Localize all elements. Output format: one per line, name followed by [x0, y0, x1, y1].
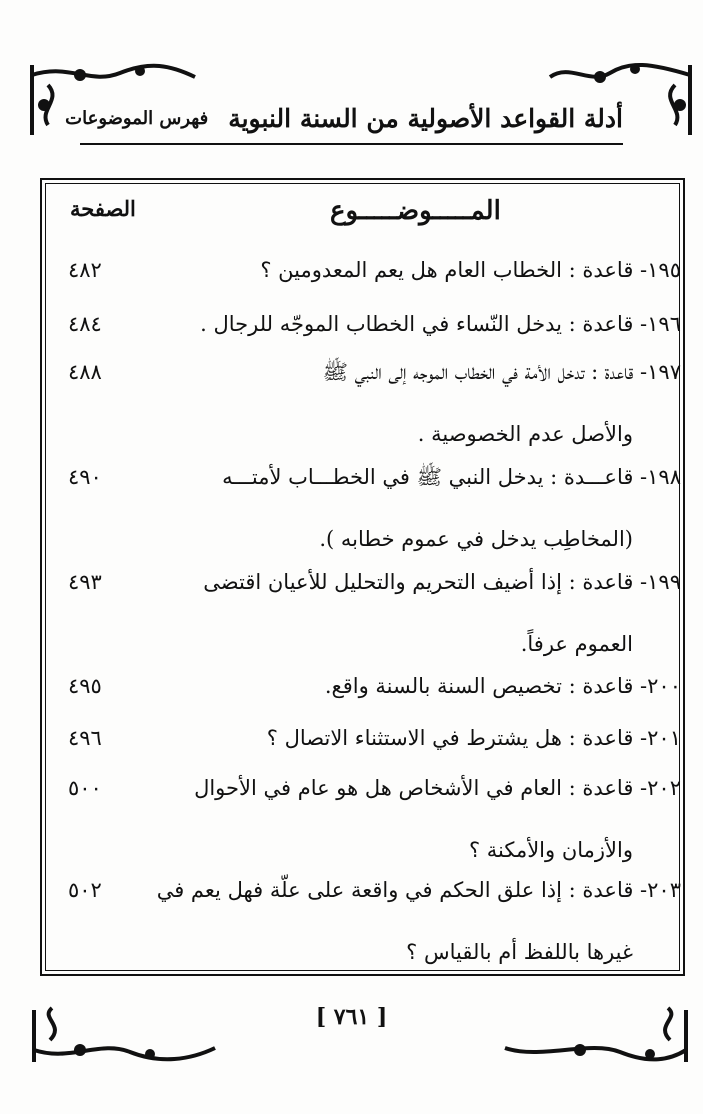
- entry-text: ٢٠٢- قاعدة : العام في الأشخاص هل هو عام في الأحوال: [194, 776, 681, 800]
- entry-continuation: والأزمان والأمكنة ؟: [468, 838, 633, 862]
- entry-page: ٥٠٠: [68, 776, 102, 800]
- index-entry: [60, 302, 681, 346]
- index-entry: [60, 664, 681, 708]
- header-rule: [80, 143, 623, 145]
- section-title: فهرس الموضوعات: [65, 107, 209, 129]
- entry-text: ١٩٧- قاعدة : تدخل الأمة في الخطاب الموجه إلى النبي ﷺ: [322, 360, 681, 384]
- page-number: [ ٧٦١ ]: [315, 1004, 388, 1030]
- entry-continuation: (المخاطِب يدخل في عموم خطابه ).: [319, 527, 633, 551]
- entry-page: ٤٩٦: [68, 726, 102, 750]
- running-header: [65, 92, 623, 144]
- index-entry: [60, 350, 681, 456]
- index-entry: [60, 868, 681, 974]
- entry-text: ١٩٥- قاعدة : الخطاب العام هل يعم المعدومين ؟: [260, 258, 681, 282]
- column-header-subject: المـــــوضـــــوع: [330, 196, 501, 226]
- column-header-page: الصفحة: [70, 196, 136, 221]
- entry-page: ٤٩٣: [68, 570, 102, 594]
- entry-text: ١٩٦- قاعدة : يدخل النّساء في الخطاب الموجّه للرجال .: [200, 312, 681, 336]
- ornament-bottom-right-icon: [500, 1000, 700, 1070]
- entry-text: ١٩٩- قاعدة : إذا أضيف التحريم والتحليل للأعيان اقتضى: [203, 570, 681, 594]
- index-entry: [60, 716, 681, 760]
- entry-page: ٤٨٢: [68, 258, 102, 282]
- entry-page: ٤٩٥: [68, 674, 102, 698]
- entry-page: ٤٨٤: [68, 312, 102, 336]
- index-entry: [60, 455, 681, 561]
- entry-continuation: والأصل عدم الخصوصية .: [417, 422, 633, 446]
- entry-text: ٢٠٣- قاعدة : إذا علق الحكم في واقعة على علّة فهل يعم في: [156, 878, 681, 902]
- entry-text: ٢٠١- قاعدة : هل يشترط في الاستثناء الاتصال ؟: [266, 726, 681, 750]
- index-entry: [60, 248, 681, 292]
- book-title: أدلة القواعد الأصولية من السنة النبوية: [228, 103, 623, 133]
- entry-text: ٢٠٠- قاعدة : تخصيص السنة بالسنة واقع.: [324, 674, 681, 698]
- entry-continuation: العموم عرفاً.: [520, 632, 633, 656]
- ornament-bottom-left-icon: [20, 1000, 220, 1070]
- entry-continuation: غيرها باللفظ أم بالقياس ؟: [406, 940, 633, 964]
- entry-page: ٤٩٠: [68, 465, 102, 489]
- entry-page: ٤٨٨: [68, 360, 102, 384]
- index-entry: [60, 560, 681, 666]
- entry-page: ٥٠٢: [68, 878, 102, 902]
- entry-text: ١٩٨- قاعـــدة : يدخل النبي ﷺ في الخطـــاب لأمتـــه: [222, 465, 681, 489]
- index-entry: [60, 766, 681, 872]
